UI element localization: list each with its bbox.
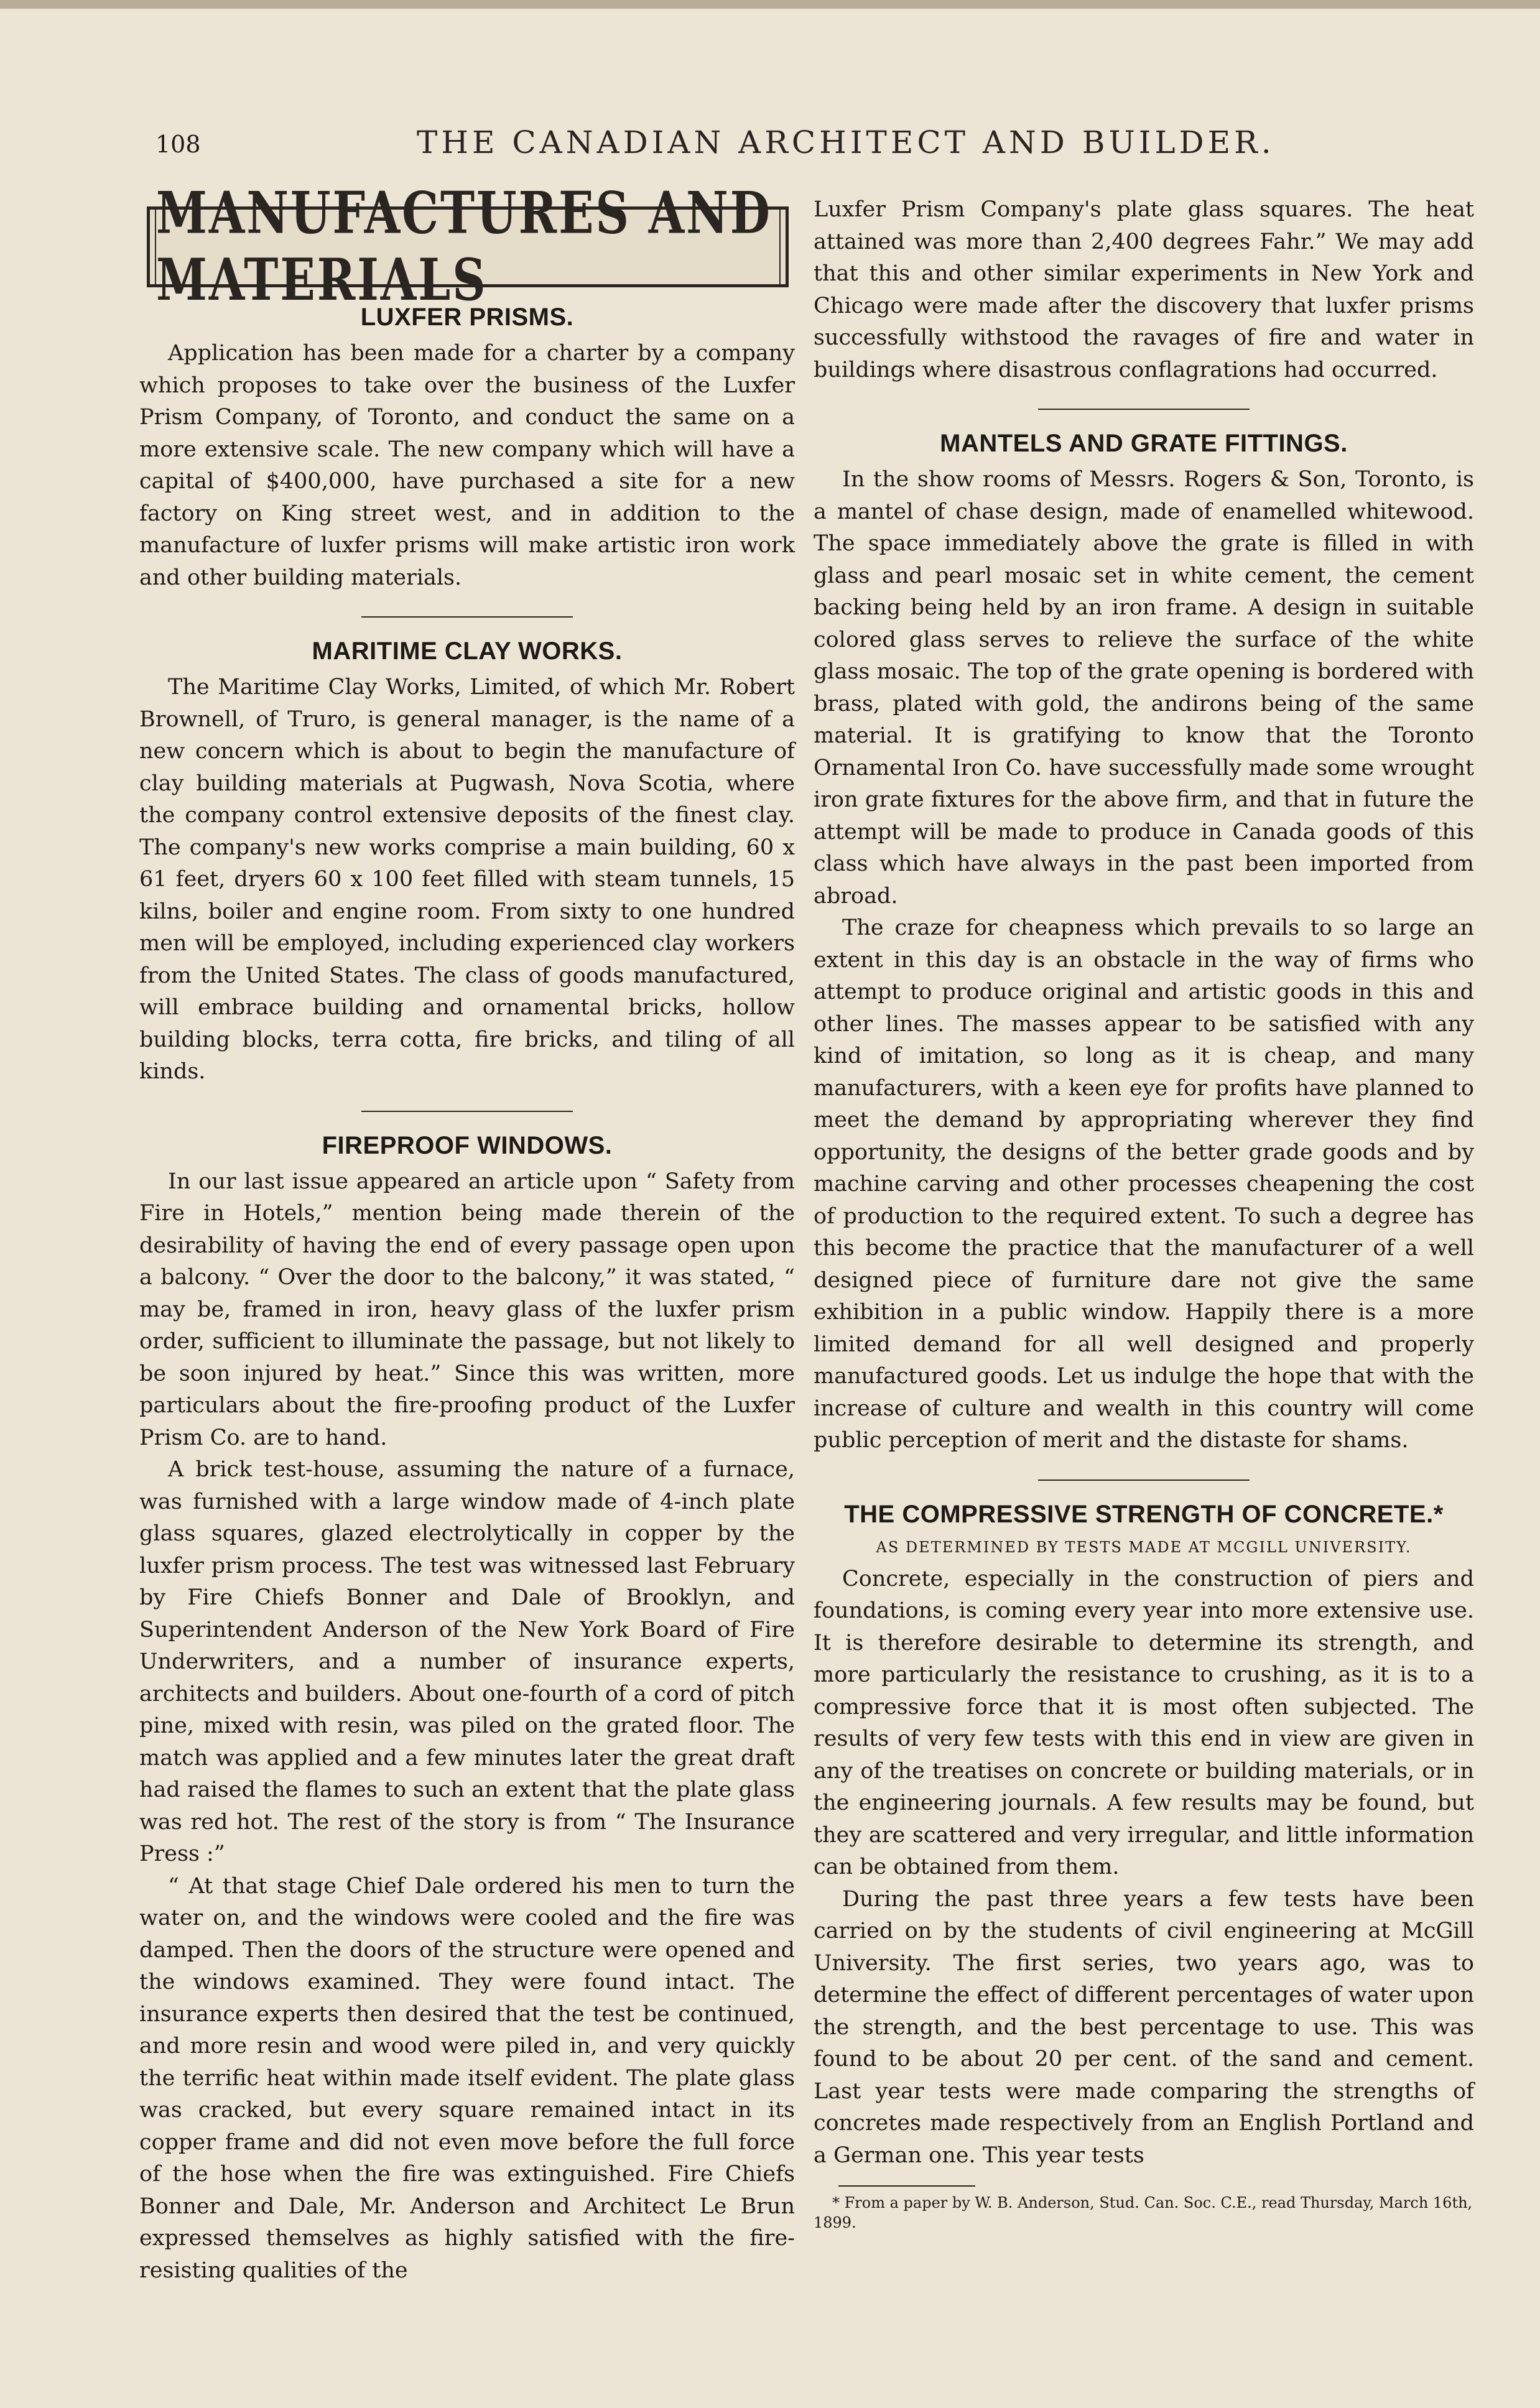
article-title: MANTELS AND GRATE FITTINGS.: [940, 430, 1348, 457]
paragraph: Application has been made for a charter by a company which proposes to take over the business of the Luxfer Prism Company, of Toronto, and conduct the same on a more extensive scale. The new company which will have a capital of $400,000, have purchased a site for a new factory on King street west, and in addition to the manufacture of luxfer prisms will make artistic iron work and other building materials.: [139, 341, 795, 590]
paragraph: In our last issue appeared an article upon “ Safety from Fire in Hotels,” mention being made therein of the desirability of having the end of every passage open upon a balcony. “ Over the door to the balcony,” it was stated, “ may be, framed in iron, heavy glass of the luxfer prism order, sufficient to illuminate the passage, but not likely to be soon injured by heat.” Since this was written, more particulars about the fire-proofing product of the Luxfer Prism Co. are to hand.: [139, 1169, 795, 1450]
article-compressive-strength-concrete: [814, 1501, 1474, 2233]
article-subtitle: AS DETERMINED BY TESTS MADE AT MCGILL UNIVERSITY.: [876, 1538, 1412, 1556]
paragraph: The craze for cheapness which prevails to so large an extent in this day is an obstacle in the way of firms who attempt to produce original and artistic goods in this and other lines. The masses appear to be satisfied with any kind of imitation, so long as it is cheap, and many manufacturers, with a keen eye for profits have planned to meet the demand by appropriating wherever they find opportunity, the designs of the better grade goods and by machine carving and other processes cheapening the cost of production to the required extent. To such a degree has this become the practice that the manufacturer of a well designed piece of furniture dare not give the same exhibition in a public window. Happily there is a more limited demand for all well designed and properly manufactured goods. Let us indulge the hope that with the increase of culture and wealth in this country will come public perception of merit and the distaste for shams.: [814, 915, 1474, 1453]
page-header: [155, 124, 1462, 174]
article-maritime-clay-works: [139, 637, 795, 1088]
paragraph: “ At that stage Chief Dale ordered his men to turn the water on, and the windows were cooled and the fire was damped. Then the doors of the structure were opened and the windows examined. They were found intact. The insurance experts then desired that the test be continued, and more resin and wood were piled in, and very quickly the terrific heat within made itself evident. The plate glass was cracked, but every square remained intact in its copper frame and did not even move before the full force of the hose when the fire was extinguished. Fire Chiefs Bonner and Dale, Mr. Anderson and Architect Le Brun expressed themselves as highly satisfied with the fire-resisting qualities of the: [139, 1873, 795, 2283]
left-column: [139, 180, 795, 2287]
article-title: THE COMPRESSIVE STRENGTH OF CONCRETE.*: [844, 1500, 1444, 1528]
paragraph: A brick test-house, assuming the nature of a furnace, was furnished with a large window made of 4-inch plate glass squares, glazed electrolytically in copper by the luxfer prism process. The test was witnessed last February by Fire Chiefs Bonner and Dale of Brooklyn, and Superintendent Anderson of the New York Board of Fire Underwriters, and a number of insurance experts, architects and builders. About one-fourth of a cord of pitch pine, mixed with resin, was piled on the grated floor. The match was applied and a few minutes later the great draft had raised the flames to such an extent that the plate glass was red hot. The rest of the story is from “ The Insurance Press :”: [139, 1457, 795, 1866]
article-fireproof-windows: [139, 1132, 795, 2287]
article-luxfer-prisms: [139, 303, 795, 594]
article-mantels-grate-fittings: [814, 430, 1474, 1457]
right-column: [814, 194, 1474, 2233]
paragraph: In the show rooms of Messrs. Rogers & Son, Toronto, is a mantel of chase design, made of enamelled whitewood. The space immediately above the grate is filled in with glass and pearl mosaic set in white cement, the cement backing being held by an iron frame. A design in suitable colored glass serves to relieve the surface of the white glass mosaic. The top of the grate opening is bordered with brass, plated with gold, the andirons being of the same material. It is gratifying to know that the Toronto Ornamental Iron Co. have successfully made some wrought iron grate fixtures for the above firm, and that in future the attempt will be made to produce in Canada goods of this class which have always in the past been imported from abroad.: [814, 467, 1474, 909]
paragraph-continued: Luxfer Prism Company's plate glass squares. The heat attained was more than 2,400 degrees Fahr.” We may add that this and other similar experiments in New York and Chicago were made after the discovery that luxfer prisms successfully withstood the ravages of fire and water in buildings where disastrous conflagrations had occurred.: [814, 197, 1474, 382]
footnote-rule: [838, 2185, 975, 2187]
page-top-edge: [0, 0, 1540, 9]
section-divider: [361, 1111, 573, 1112]
footnote: * From a paper by W. B. Anderson, Stud. Can. Soc. C.E., read Thursday, March 16th, 1899.: [814, 2194, 1473, 2231]
section-divider: [1038, 409, 1250, 410]
paragraph: During the past three years a few tests have been carried on by the students of civil engineering at McGill University. The first series, two years ago, was to determine the effect of different percentages of water upon the strength, and the best percentage to use. This was found to be about 20 per cent. of the sand and cement. Last year tests were made comparing the strengths of concretes made respectively from an English Portland and a German one. This year tests: [814, 1886, 1474, 2168]
page-number: 108: [155, 131, 201, 158]
running-title: THE CANADIAN ARCHITECT AND BUILDER.: [417, 124, 1275, 160]
article-title: LUXFER PRISMS.: [360, 303, 574, 331]
article-title: MARITIME CLAY WORKS.: [312, 637, 623, 665]
section-divider: [1038, 1480, 1250, 1481]
article-title: FIREPROOF WINDOWS.: [322, 1131, 613, 1159]
banner-text: MANUFACTURES AND MATERIALS: [155, 206, 781, 287]
paragraph: Concrete, especially in the construction of piers and foundations, is coming every year into more extensive use. It is therefore desirable to determine its strength, and more particularly the resistance to crushing, as it is to a compressive force that it is most often subjected. The results of very few tests with this end in view are given in any of the treatises on concrete or building materials, or in the engineering journals. A few results may be found, but they are scattered and very irregular, and little information can be obtained from them.: [814, 1566, 1474, 1879]
paragraph: The Maritime Clay Works, Limited, of which Mr. Robert Brownell, of Truro, is general manager, is the name of a new concern which is about to begin the manufacture of clay building materials at Pugwash, Nova Scotia, where the company control extensive deposits of the finest clay. The company's new works comprise a main building, 60 x 61 feet, dryers 60 x 100 feet filled with steam tunnels, 15 kilns, boiler and engine room. From sixty to one hundred men will be employed, including experienced clay workers from the United States. The class of goods manufactured, will embrace building and ornamental bricks, hollow building blocks, terra cotta, fire bricks, and tiling of all kinds.: [139, 675, 795, 1084]
section-banner: [147, 180, 789, 314]
section-divider: [361, 616, 573, 618]
